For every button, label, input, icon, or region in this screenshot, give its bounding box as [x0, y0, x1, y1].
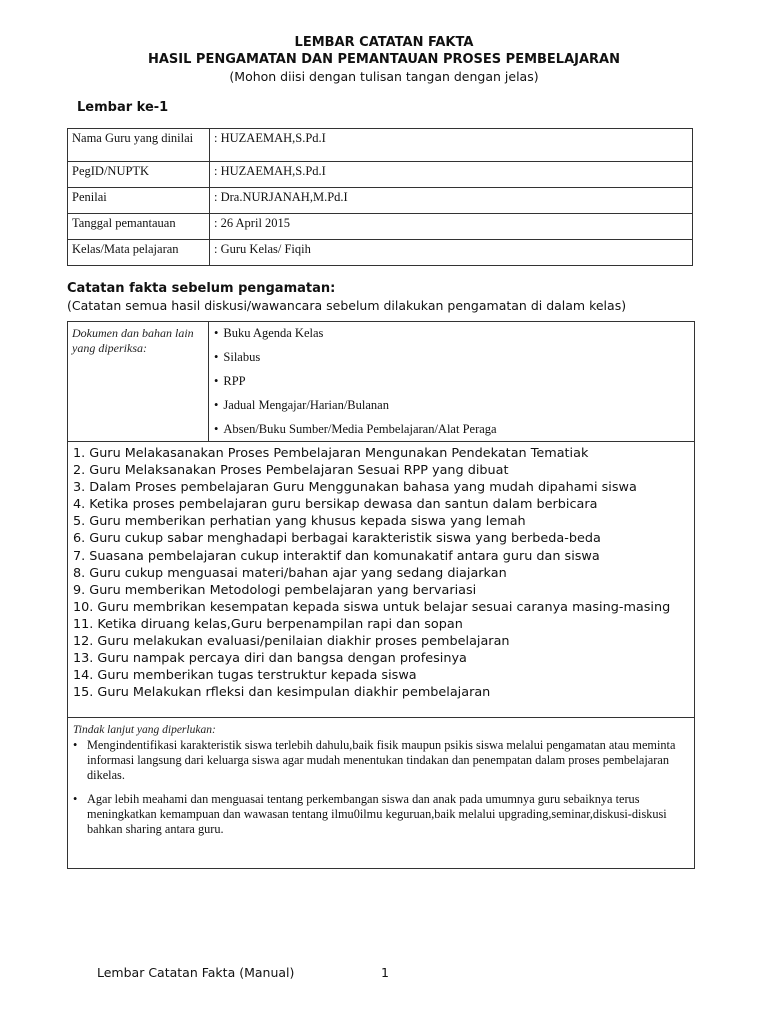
followup-text: Mengindentifikasi karakteristik siswa terlebih dahulu,baik fisik maupun psikis siswa melalui pengamatan atau meminta informasi langsung dari keluarga siswa agar mudah menentukan tindakan dan penempatan dalam proses pembelajaran dikelas. — [87, 738, 676, 782]
sheet-number: Lembar ke-1 — [77, 100, 169, 115]
info-value: : 26 April 2015 — [210, 214, 693, 240]
list-item — [71, 792, 686, 837]
section-title: Catatan fakta sebelum pengamatan: — [67, 281, 336, 296]
teacher-info-table — [67, 128, 693, 266]
info-value: : Dra.NURJANAH,M.Pd.I — [210, 188, 693, 214]
list-item: 14. Guru memberikan tugas terstruktur kepada siswa — [73, 668, 417, 684]
info-label: Kelas/Mata pelajaran — [68, 240, 210, 266]
info-value: : HUZAEMAH,S.Pd.I — [210, 162, 693, 188]
list-item — [71, 738, 686, 783]
list-item: • RPP — [214, 374, 497, 398]
section-subtitle: (Catatan semua hasil diskusi/wawancara sebelum dilakukan pengamatan di dalam kelas) — [67, 298, 627, 313]
list-item: • Jadual Mengajar/Harian/Bulanan — [214, 398, 497, 422]
info-row — [68, 129, 693, 162]
list-item: 8. Guru cukup menguasai materi/bahan ajar yang sedang diajarkan — [73, 565, 507, 581]
list-item: • Absen/Buku Sumber/Media Pembelajaran/Alat Peraga — [214, 422, 497, 446]
list-item: 11. Ketika diruang kelas,Guru berpenampilan rapi dan sopan — [73, 616, 463, 632]
list-item: 1. Guru Melakasanakan Proses Pembelajaran Mengunakan Pendekatan Tematiak — [73, 446, 589, 461]
followup-section — [68, 718, 694, 846]
list-item: 13. Guru nampak percaya diri dan bangsa dengan profesinya — [73, 651, 467, 667]
info-value: : HUZAEMAH,S.Pd.I — [210, 129, 693, 162]
findings-list — [68, 442, 694, 701]
documents-list — [214, 326, 497, 446]
info-label: PegID/NUPTK — [68, 162, 210, 188]
info-row — [68, 162, 693, 188]
list-item: 7. Suasana pembelajaran cukup interaktif dan komunakatif antara guru dan siswa — [73, 548, 600, 564]
notes-box — [67, 321, 695, 869]
list-item: 5. Guru memberikan perhatian yang khusus kepada siswa yang lemah — [73, 514, 526, 530]
footer-label: Lembar Catatan Fakta (Manual) — [97, 965, 295, 980]
list-item: 2. Guru Melaksanakan Proses Pembelajaran Sesuai RPP yang dibuat — [73, 463, 509, 479]
bullet-icon: • — [73, 792, 78, 806]
document-instruction: (Mohon diisi dengan tulisan tangan dengan jelas) — [229, 69, 539, 84]
list-item: 4. Ketika proses pembelajaran guru bersikap dewasa dan santun dalam berbicara — [73, 497, 598, 513]
bullet-icon: • — [73, 738, 78, 752]
followup-text: Agar lebih meahami dan menguasai tentang perkembangan siswa dan anak pada umumnya guru sebaiknya terus meningkatkan kemampuan dan wawasan tentang ilmu0ilmu keguruan,baik melalui upgrading,seminar,diskusi-diskusi bahkan sharing antara guru. — [87, 792, 667, 836]
info-label: Nama Guru yang dinilai — [68, 129, 210, 162]
info-value: : Guru Kelas/ Fiqih — [210, 240, 693, 266]
list-item: 9. Guru memberikan Metodologi pembelajaran yang bervariasi — [73, 582, 477, 598]
info-row — [68, 214, 693, 240]
documents-row — [68, 322, 694, 442]
list-item: 3. Dalam Proses pembelajaran Guru Menggunakan bahasa yang mudah dipahami siswa — [73, 480, 637, 496]
info-row — [68, 240, 693, 266]
info-row — [68, 188, 693, 214]
list-item: • Buku Agenda Kelas — [214, 326, 497, 350]
findings-section — [68, 442, 694, 718]
document-subtitle: HASIL PENGAMATAN DAN PEMANTAUAN PROSES PEMBELAJARAN — [147, 52, 621, 67]
page-number: 1 — [381, 965, 389, 980]
list-item: 10. Guru membrikan kesempatan kepada siswa untuk belajar sesuai caranya masing-masing — [73, 599, 671, 615]
list-item: 6. Guru cukup sabar menghadapi berbagai karakteristik siswa yang berbeda-beda — [73, 531, 601, 547]
followup-label: Tindak lanjut yang diperlukan: — [73, 724, 216, 736]
list-item: 12. Guru melakukan evaluasi/penilaian diakhir proses pembelajaran — [73, 634, 510, 650]
document-title: LEMBAR CATATAN FAKTA — [294, 35, 474, 50]
list-item: 15. Guru Melakukan rfleksi dan kesimpulan diakhir pembelajaran — [73, 685, 491, 701]
list-item: • Silabus — [214, 350, 497, 374]
info-label: Penilai — [68, 188, 210, 214]
info-label: Tanggal pemantauan — [68, 214, 210, 240]
documents-label: Dokumen dan bahan lain yang diperiksa: — [68, 322, 209, 441]
followup-list — [68, 738, 694, 837]
